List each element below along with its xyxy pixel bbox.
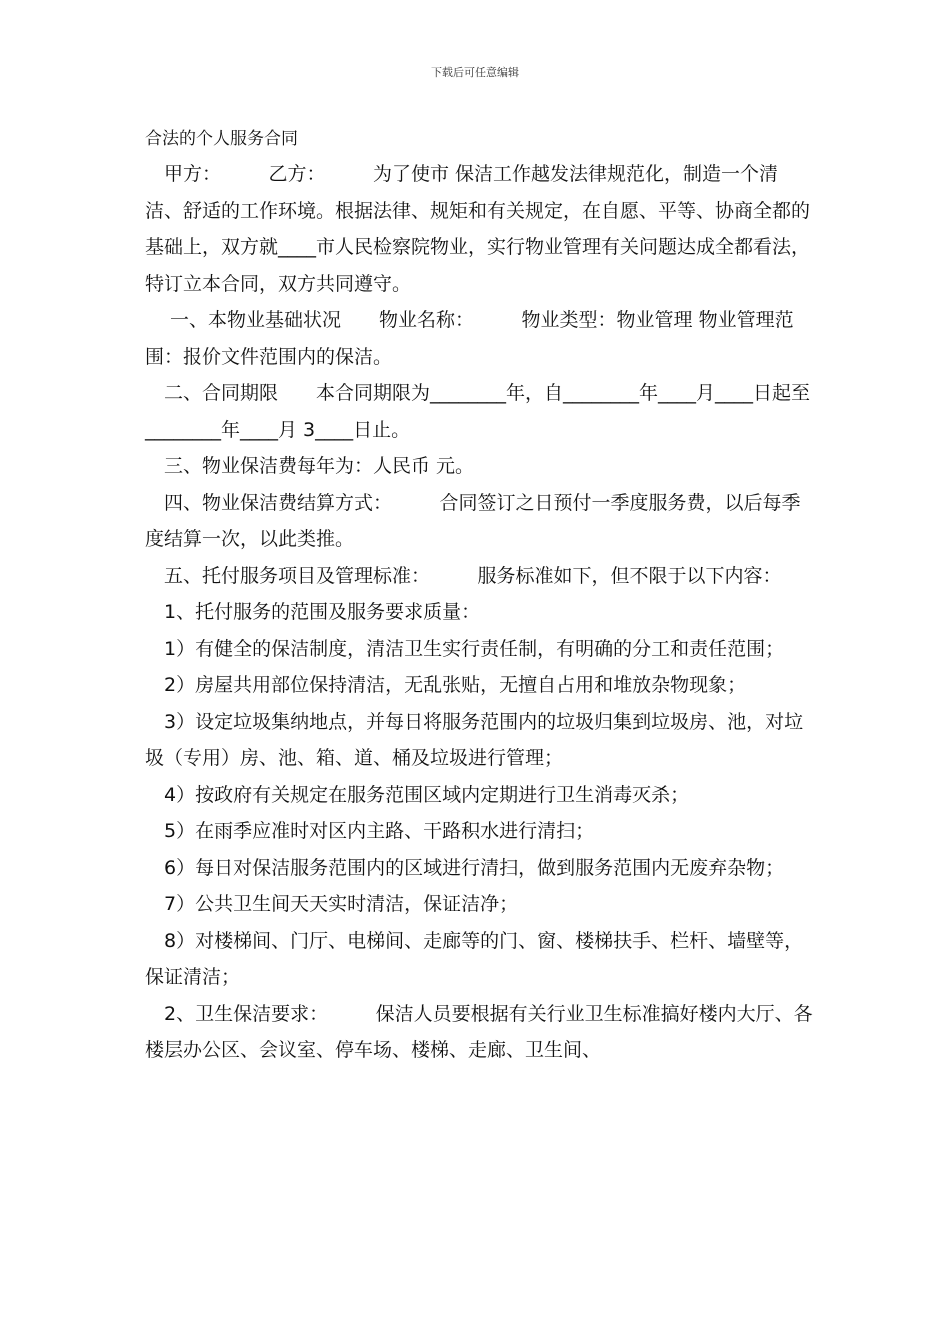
paragraph: 6）每日对保洁服务范围内的区域进行清扫，做到服务范围内无废弃杂物；	[145, 856, 785, 879]
paragraph: 三、物业保洁费每年为：人民币 元。	[145, 455, 475, 477]
paragraph: 四、物业保洁费结算方式： 合同签订之日预付一季度服务费，以后每季度结算一次，以此类推。	[145, 491, 801, 550]
paragraph: 二、合同期限 本合同期限为________年，自________年____月____日起至________年____月 3____日止。	[145, 382, 811, 441]
paragraph: 1）有健全的保洁制度，清洁卫生实行责任制，有明确的分工和责任范围；	[145, 637, 785, 660]
document-title: 合法的个人服务合同	[145, 129, 298, 149]
paragraph: 五、托付服务项目及管理标准： 服务标准如下，但不限于以下内容：	[145, 564, 782, 587]
paragraph: 1、托付服务的范围及服务要求质量：	[145, 601, 481, 623]
paragraph: 甲方： 乙方： 为了使市 保洁工作越发法律规范化，制造一个清洁、舒适的工作环境。根据法律、规矩和有关规定，在自愿、平等、协商全都的基础上，双方就____市人民检察院物业，实行物业管理有关问题达成全都看法，特订立本合同，双方共同遵守。	[145, 163, 811, 295]
paragraph: 4）按政府有关规定在服务范围区域内定期进行卫生消毒灭杀；	[145, 783, 690, 806]
paragraph: 2、卫生保洁要求： 保洁人员要根据有关行业卫生标准搞好楼内大厅、各楼层办公区、会议室、停车场、楼梯、走廊、卫生间、	[145, 1002, 813, 1061]
paragraph: 7）公共卫生间天天实时清洁，保证洁净；	[145, 893, 519, 915]
paragraph: 2）房屋共用部位保持清洁，无乱张贴，无擅自占用和堆放杂物现象；	[145, 674, 747, 696]
paragraph: 3）设定垃圾集纳地点，并每日将服务范围内的垃圾归集到垃圾房、池，对垃圾（专用）房、池、箱、道、桶及垃圾进行管理；	[145, 710, 804, 769]
paragraph: 一、本物业基础状况 物业名称： 物业类型：物业管理 物业管理范围：报价文件范围内的保洁。	[145, 309, 794, 368]
paragraph: 8）对楼梯间、门厅、电梯间、走廊等的门、窗、楼梯扶手、栏杆、墙壁等，保证清洁；	[145, 929, 804, 988]
paragraph: 5）在雨季应准时对区内主路、干路积水进行清扫；	[145, 820, 595, 842]
page-header: 下载后可任意编辑	[431, 66, 519, 79]
document-body	[145, 156, 815, 1069]
